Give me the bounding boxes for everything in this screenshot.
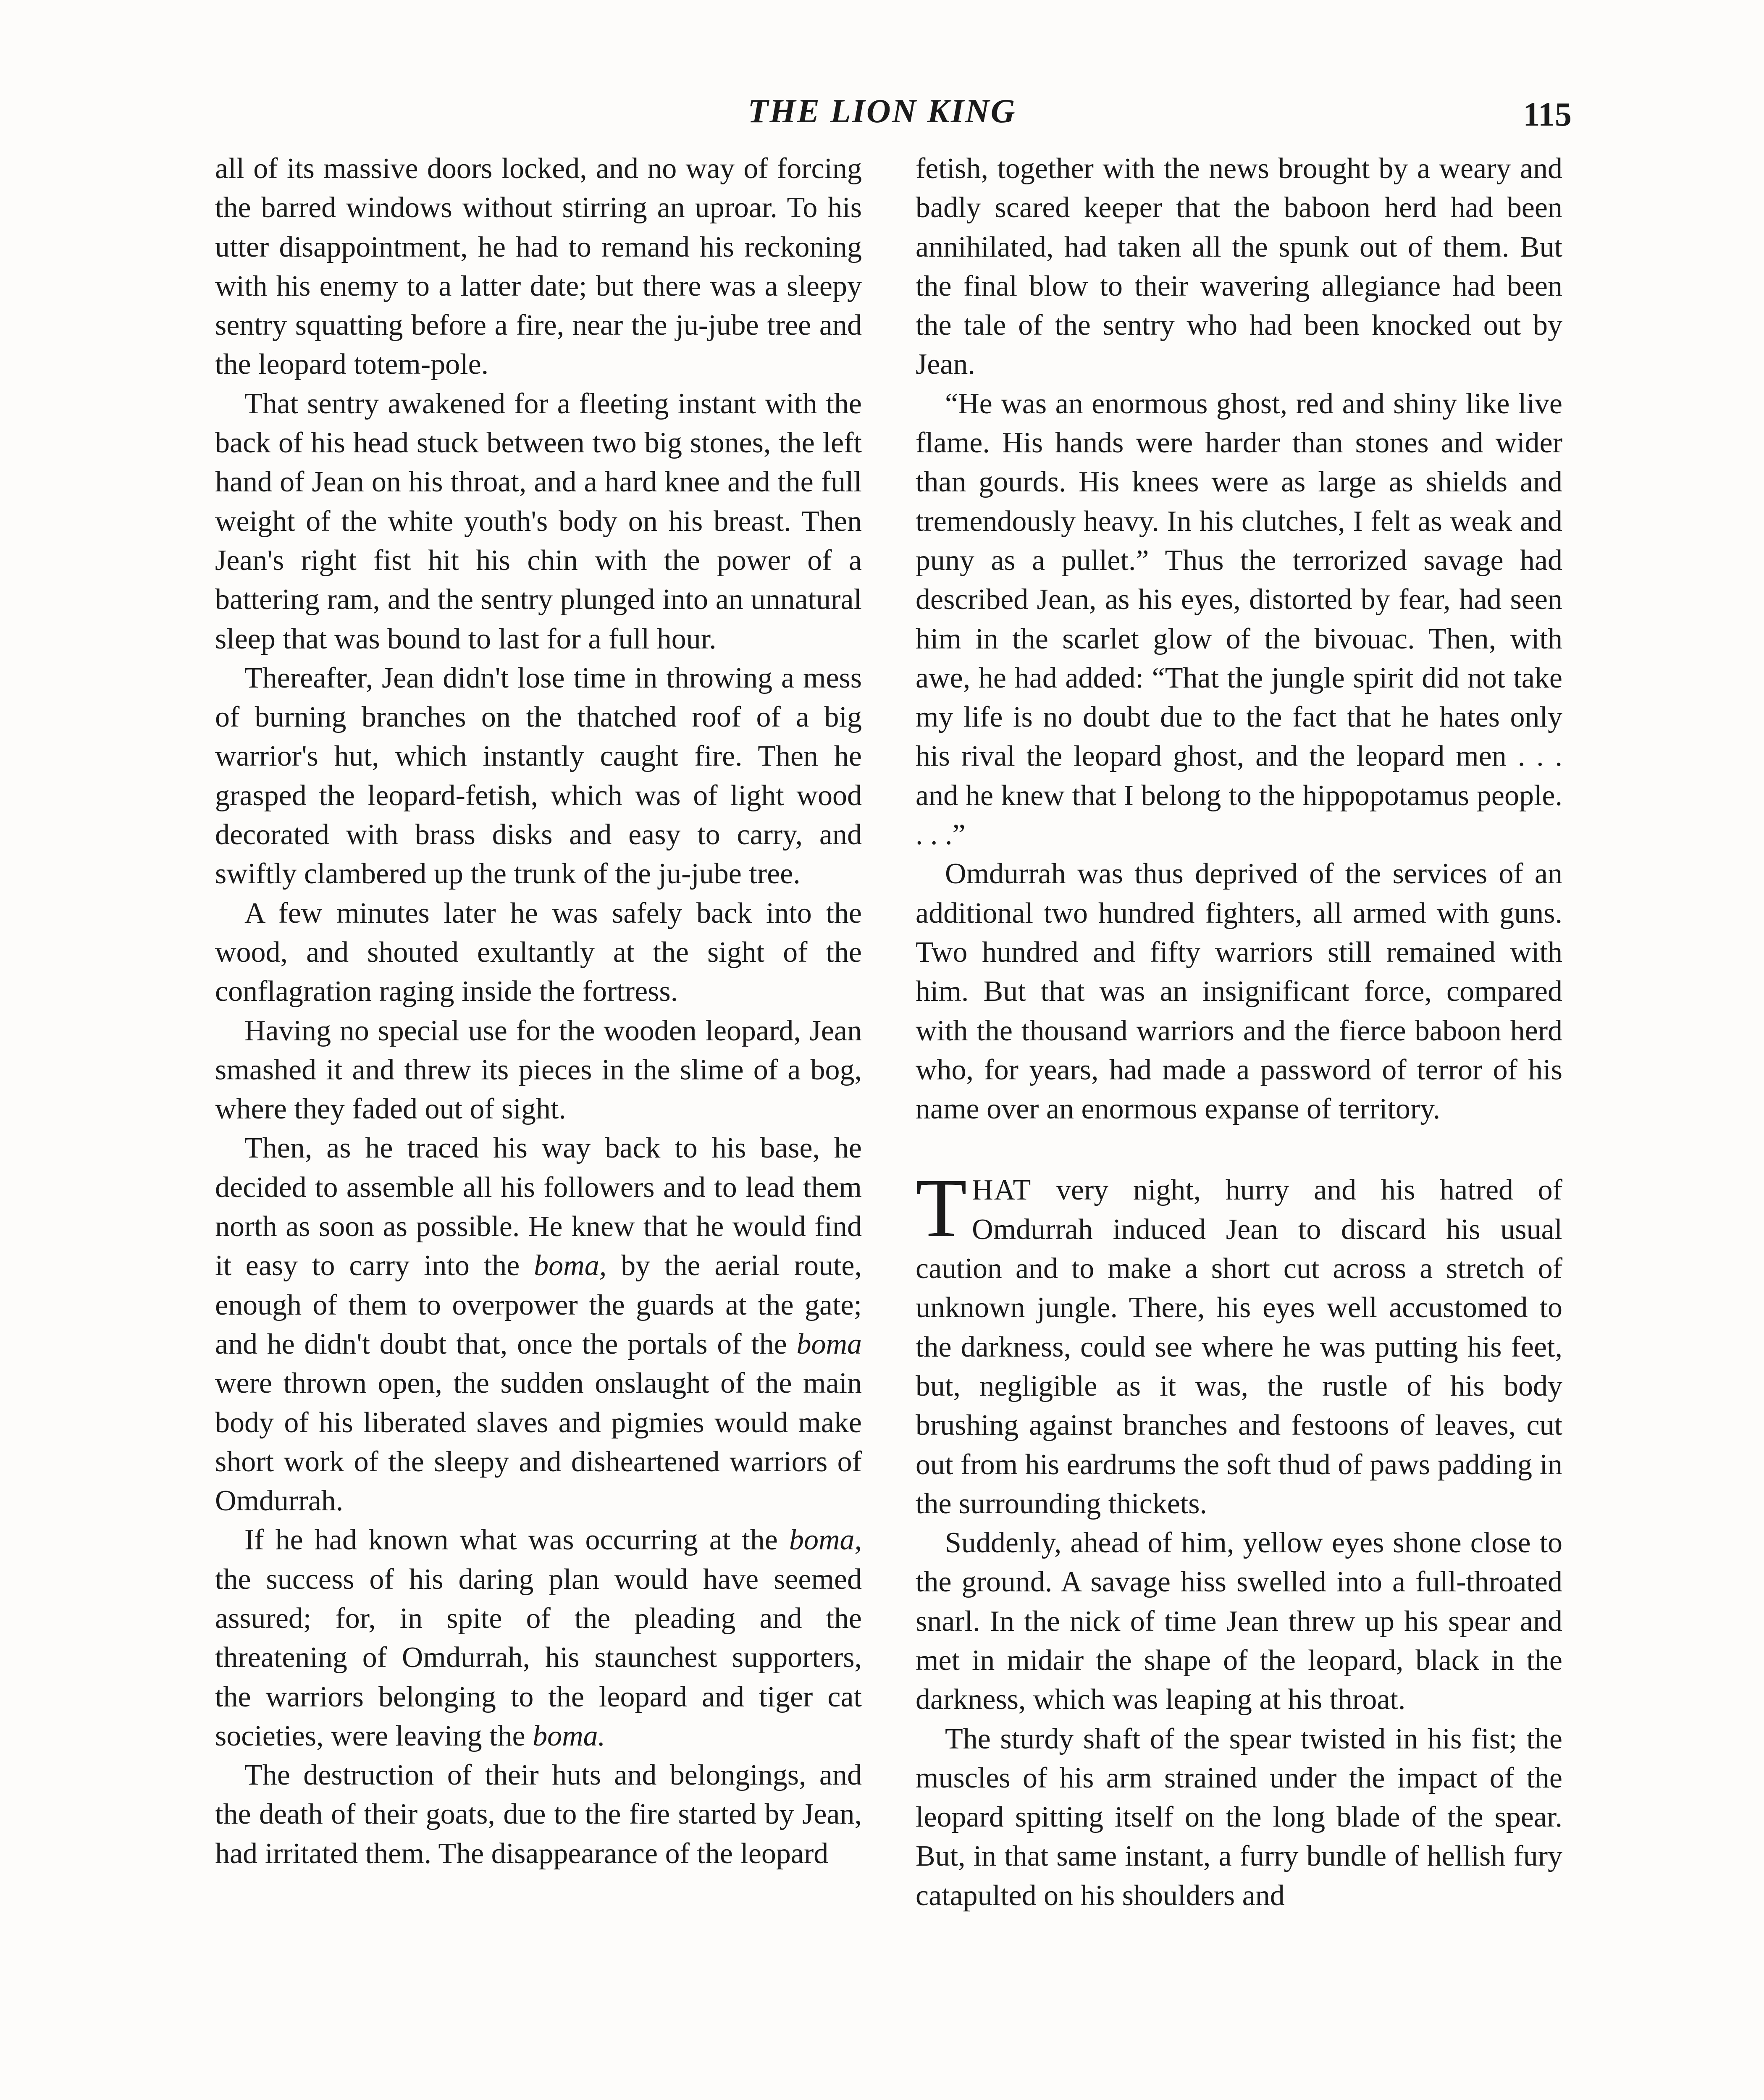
right-text-column: [916, 149, 1562, 1915]
text-run: Then, as he traced his way back to his base, he decided to assemble all his followers and to lead them north as soon as possible. He knew that he would find it easy to carry into the: [215, 1132, 862, 1282]
paragraph: [215, 1520, 862, 1756]
paragraph: “He was an enormous ghost, red and shiny like live flame. His hands were harder than stones and wider than gourds. His knees were as large as shields and tremendously heavy. In his clutches, I felt as weak and puny as a pullet.” Thus the terrorized savage had described Jean, as his eyes, distorted by fear, had seen him in the scarlet glow of the bivouac. Then, with awe, he had added: “That the jungle spirit did not take my life is no doubt due to the fact that he hates only his rival the leopard ghost, and the leopard men . . . and he knew that I belong to the hippopotamus people. . . .”: [916, 387, 1562, 851]
left-text-column: [215, 149, 862, 1873]
paragraph: Having no special use for the wooden leopard, Jean smashed it and threw its pieces in the slime of a bog, where they faded out of sight.: [215, 1014, 862, 1126]
text-run: the success of his daring plan would have seemed assured; for, in spite of the pleading and the threatening of Omdurrah, his staunchest supporters, the warriors belonging to the leopard and tiger cat societies, were leaving the: [215, 1563, 862, 1752]
paragraph: Suddenly, ahead of him, yellow eyes shone close to the ground. A savage hiss swelled into a full-throated snarl. In the nick of time Jean threw up his spear and met in midair the shape of the leopard, black in the darkness, which was leaping at his throat.: [916, 1527, 1562, 1716]
text-run: were thrown open, the sudden onslaught of the main body of his liberated slaves and pigmies would make short work of the sleepy and disheartened warriors of Omdurrah.: [215, 1367, 862, 1517]
drop-cap: T: [916, 1162, 967, 1255]
paragraph: fetish, together with the news brought by a weary and badly scared keeper that the baboon herd had been annihilated, had taken all the spunk out of them. But the final blow to their wavering allegiance had been the tale of the sentry who had been knocked out by Jean.: [916, 152, 1562, 381]
paragraph: [215, 1129, 862, 1520]
paragraph: The destruction of their huts and belongings, and the death of their goats, due to the fire started by Jean, had irritated them. The disappearance of the leopard: [215, 1759, 862, 1870]
italic-term: boma,: [789, 1524, 862, 1557]
section-opening-paragraph: [916, 1162, 1562, 1523]
paragraph: The sturdy shaft of the spear twisted in his fist; the muscles of his arm strained under the impact of the leopard spitting itself on the long blade of the spear. But, in that same instant, a furry bundle of hellish fury catapulted on his shoulders and: [916, 1722, 1562, 1912]
text-run: If he had known what was occurring at the: [244, 1524, 789, 1557]
small-caps-lead: HAT: [972, 1174, 1032, 1207]
running-title: THE LION KING: [748, 93, 1016, 130]
paragraph: Thereafter, Jean didn't lose time in throwing a mess of burning branches on the thatched roof of a big warrior's hut, which instantly caught fire. Then he grasped the leopard-fetish, which was of light wood decorated with brass disks and easy to carry, and swiftly clambered up the trunk of the ju-jube tree.: [215, 662, 862, 890]
text-run: very night, hurry and his hatred of Omdurrah induced Jean to discard his usual caution and to make a short cut across a stretch of unknown jungle. There, his eyes well accustomed to the darkness, could see where he was putting his feet, but, negligible as it was, the rustle of his body brushing against branches and festoons of leaves, cut out from his eardrums the soft thud of paws padding in the surrounding thickets.: [916, 1174, 1562, 1520]
paragraph: A few minutes later he was safely back into the wood, and shouted exultantly at the sight of the conflagration raging inside the fortress.: [215, 897, 862, 1008]
text-run: by the aerial route, enough of them to overpower the guards at the gate; and he didn't doubt that, once the portals of the: [215, 1250, 862, 1360]
italic-term: boma,: [534, 1250, 607, 1282]
italic-term: boma: [796, 1328, 862, 1360]
paragraph: all of its massive doors locked, and no way of forcing the barred windows without stirring an uproar. To his utter disappointment, he had to remand his reckoning with his enemy to a latter date; but there was a sleepy sentry squatting before a fire, near the ju-jube tree and the leopard totem-pole.: [215, 152, 862, 381]
paragraph: Omdurrah was thus deprived of the services of an additional two hundred fighters, all armed with guns. Two hundred and fifty warriors still remained with him. But that was an insignificant force, compared with the thousand warriors and the fierce baboon herd who, for years, had made a password of terror of his name over an enormous expanse of territory.: [916, 858, 1562, 1126]
paragraph: That sentry awakened for a fleeting instant with the back of his head stuck between two big stones, the left hand of Jean on his throat, and a hard knee and the full weight of the white youth's body on his breast. Then Jean's right fist hit his chin with the power of a battering ram, and the sentry plunged into an unnatural sleep that was bound to last for a full hour.: [215, 387, 862, 655]
page-number: 115: [1523, 96, 1572, 133]
italic-term: boma.: [533, 1719, 606, 1752]
